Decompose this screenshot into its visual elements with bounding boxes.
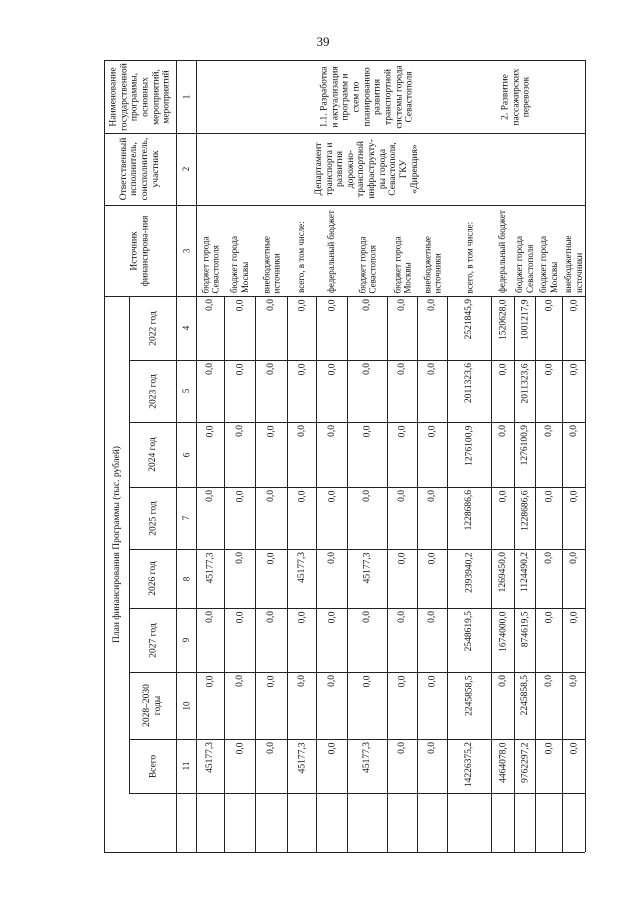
value-cell: 0,0 [234,425,245,437]
value-cell: 0,0 [543,490,554,502]
value-cell: 0,0 [326,552,337,564]
value-cell: 0,0 [568,552,579,564]
value-cell: 0,0 [266,675,276,687]
source-cell: внебюджетные источники [260,235,281,293]
header-year-3: 2024 год [147,437,158,472]
value-cell: 0,0 [543,363,554,375]
value-cell: 0,0 [568,675,579,687]
value-cell: 0,0 [427,611,437,623]
value-cell: 0,0 [205,299,215,311]
value-cell: 45177,3 [296,742,307,773]
value-cell: 0,0 [543,611,554,623]
value-cell: 0,0 [266,552,276,564]
index-cell-3: 3 [181,248,191,253]
value-cell: 0,0 [296,675,307,687]
index-cell-1: 1 [181,94,191,99]
value-cell: 4464078,0 [497,742,508,783]
header-year-5: 2026 год [147,561,158,596]
index-cell-7: 7 [181,515,191,521]
header-source: Источник финансирова-ния [129,215,150,286]
value-cell: 45177,3 [296,552,307,583]
activity-name-2: 2. Развитие пассажирских перевозок [500,67,532,126]
value-cell: 45177,3 [362,552,372,583]
value-cell: 0,0 [266,363,276,375]
index-cell-8: 8 [181,576,191,581]
header-responsible: Ответственный исполнитель, соисполнитель, участник [118,137,161,201]
value-cell: 0,0 [427,552,437,564]
value-cell: 0,0 [326,611,337,623]
value-cell: 0,0 [296,299,307,311]
activity-name-1: 1.1. Разработка и актуализация программ и схем по планированию развития транспортной системы города Севастополя [319,64,415,129]
value-cell: 0,0 [326,363,337,375]
value-cell: 0,0 [234,299,245,311]
value-cell: 0,0 [326,299,337,311]
page-number: 39 [316,34,330,49]
value-cell: 2245858,5 [464,675,474,716]
index-cell-11: 11 [181,761,191,771]
value-cell: 0,0 [543,552,554,564]
source-cell: бюджет города Москвы [391,236,412,293]
value-cell: 0,0 [205,363,215,375]
index-cell-9: 9 [181,637,191,643]
index-cell-6: 6 [181,452,191,457]
col-divider [104,205,585,206]
source-cell: всего, в том числе: [296,221,307,293]
source-cell: бюджет города Москвы [229,236,250,293]
value-cell: 0,0 [205,675,215,687]
index-cell-10: 10 [181,701,191,710]
value-cell: 0,0 [427,742,437,754]
value-cell: 0,0 [543,742,554,754]
table-border-right [585,60,586,852]
value-cell: 0,0 [397,490,407,502]
value-cell: 0,0 [234,490,245,502]
value-cell: 0,0 [296,490,307,502]
value-cell: 0,0 [266,425,276,437]
value-cell: 0,0 [205,425,215,437]
value-cell: 2393940,2 [464,552,474,593]
col-divider [129,422,585,423]
source-cell: бюджет города Севастополя [199,236,220,293]
responsible-1: Департамент транспорта и развития дорожно-транспортной инфраструкту-ры города Севастополя, ГКУ «Дирекция» [313,139,420,199]
value-cell: 0,0 [568,299,579,311]
value-cell: 1276100,9 [519,425,530,466]
value-cell: 0,0 [543,675,554,687]
value-cell: 0,0 [296,425,307,437]
value-cell: 0,0 [568,425,579,437]
value-cell: 0,0 [497,425,508,437]
table-border-bottom [104,852,585,853]
col-divider [129,487,585,488]
value-cell: 45177,3 [205,552,215,583]
value-cell: 0,0 [326,490,337,502]
value-cell: 0,0 [397,675,407,687]
value-cell: 0,0 [234,363,245,375]
value-cell: 0,0 [326,742,337,754]
financing-table [104,60,585,852]
header-year-7: 2028–2030 годы [141,684,163,727]
value-cell: 0,0 [266,490,276,502]
value-cell: 2245858,5 [519,675,530,716]
value-cell: 0,0 [497,490,508,502]
source-cell: бюджет города Севастополя [514,236,535,293]
source-cell: бюджет города Москвы [538,236,559,293]
value-cell: 2521845,9 [464,299,474,340]
value-cell: 0,0 [427,299,437,311]
value-cell: 0,0 [397,552,407,564]
col-divider [104,133,585,134]
value-cell: 1001217,9 [519,299,530,340]
col-divider [129,793,585,794]
header-year-4: 2025 год [147,500,158,536]
value-cell: 2011323,6 [464,363,474,404]
value-cell: 1124490,2 [519,552,530,593]
value-cell: 874619,5 [519,611,530,647]
source-cell: федеральный бюджет [326,210,337,293]
header-year-8: Всего [147,754,158,778]
value-cell: 0,0 [568,611,579,623]
value-cell: 0,0 [397,299,407,311]
value-cell: 0,0 [296,611,307,623]
value-cell: 0,0 [205,611,215,623]
header-year-6: 2027 год [147,622,158,658]
value-cell: 1269450,0 [497,552,508,593]
value-cell: 0,0 [427,490,437,502]
value-cell: 0,0 [568,742,579,754]
value-cell: 0,0 [397,742,407,754]
value-cell: 0,0 [427,425,437,437]
value-cell: 45177,3 [205,742,215,773]
source-cell: внебюджетные источники [421,235,442,293]
value-cell: 0,0 [234,552,245,564]
value-cell: 45177,3 [362,742,372,773]
index-cell-2: 2 [181,166,191,172]
col-divider [129,360,585,361]
value-cell: 0,0 [362,675,372,687]
value-cell: 0,0 [397,363,407,375]
header-year-2: 2023 год [147,373,158,409]
value-cell: 0,0 [362,490,372,502]
source-cell: бюджет города Севастополя [356,236,377,293]
value-cell: 0,0 [266,611,276,623]
header-plan-group: План финансирования Программы (тыс. рублей) [111,446,122,643]
source-cell: внебюджетные источники [563,235,584,293]
value-cell: 0,0 [326,675,337,687]
value-cell: 0,0 [205,490,215,502]
col-divider [129,549,585,550]
value-cell: 0,0 [234,742,245,754]
value-cell: 1276100,9 [464,425,474,466]
value-cell: 2011323,6 [519,363,530,404]
value-cell: 0,0 [543,425,554,437]
value-cell: 0,0 [568,363,579,375]
col-divider [104,296,585,297]
value-cell: 0,0 [362,425,372,437]
value-cell: 1674000,0 [497,611,508,652]
col-divider [129,608,585,609]
value-cell: 1228686,6 [464,490,474,531]
value-cell: 0,0 [362,611,372,623]
value-cell: 0,0 [497,675,508,687]
value-cell: 2548619,5 [464,611,474,652]
value-cell: 1228686,6 [519,490,530,531]
value-cell: 0,0 [266,742,276,754]
value-cell: 0,0 [427,675,437,687]
index-cell-5: 5 [181,388,191,394]
header-program-name: Наименование государственной программы, основных мероприятий, мероприятий [108,62,172,131]
value-cell: 0,0 [397,611,407,623]
col-divider [129,672,585,673]
col-divider [129,739,585,740]
value-cell: 0,0 [427,363,437,375]
value-cell: 0,0 [543,299,554,311]
value-cell: 0,0 [326,425,337,437]
source-cell: федеральный бюджет [497,210,508,293]
value-cell: 0,0 [234,675,245,687]
value-cell: 9762297,2 [519,742,530,783]
value-cell: 0,0 [362,363,372,375]
value-cell: 0,0 [234,611,245,623]
index-cell-4: 4 [181,325,191,331]
value-cell: 0,0 [266,299,276,311]
value-cell: 14226375,2 [464,742,474,788]
value-cell: 1520628,0 [497,299,508,340]
value-cell: 0,0 [497,363,508,375]
value-cell: 0,0 [362,299,372,311]
value-cell: 0,0 [397,425,407,437]
value-cell: 0,0 [568,490,579,502]
header-year-1: 2022 год [147,310,158,346]
source-cell: всего, в том числе: [463,221,474,293]
value-cell: 0,0 [296,363,307,375]
